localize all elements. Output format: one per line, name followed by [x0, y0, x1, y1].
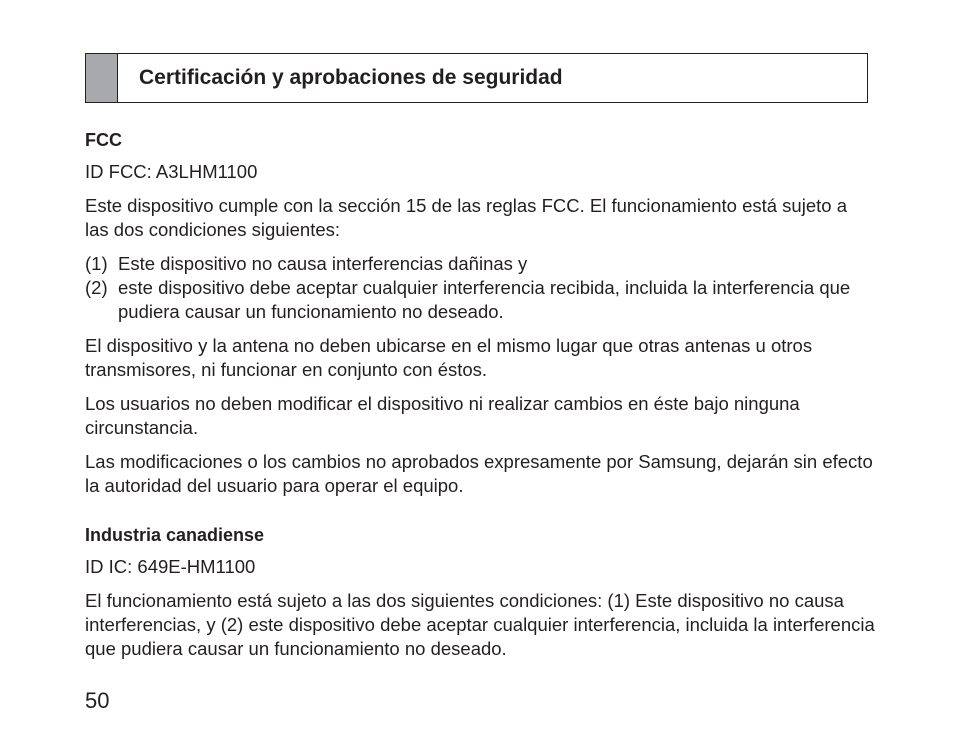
- list-item-text: Este dispositivo no causa interferencias dañinas y: [118, 253, 528, 274]
- ic-section: [85, 523, 875, 661]
- ic-id: ID IC: 649E-HM1100: [85, 556, 256, 577]
- fcc-paragraph-antenna: El dispositivo y la antena no deben ubicarse en el mismo lugar que otras antenas u otros transmisores, ni funcionar en conjunto con éstos.: [85, 335, 813, 380]
- page-title: Certificación y aprobaciones de seguridad: [139, 66, 563, 89]
- ic-heading: Industria canadiense: [85, 525, 265, 545]
- fcc-conditions-list: [85, 252, 875, 324]
- page-number: 50: [85, 688, 110, 713]
- list-item: [85, 276, 875, 324]
- section-header: [85, 53, 868, 103]
- fcc-heading: FCC: [85, 130, 122, 150]
- document-body: [85, 128, 875, 661]
- fcc-paragraph-modification: Los usuarios no deben modificar el dispositivo ni realizar cambios en éste bajo ninguna circunstancia.: [85, 393, 800, 438]
- fcc-id: ID FCC: A3LHM1100: [85, 161, 258, 182]
- list-item-text: este dispositivo debe aceptar cualquier interferencia recibida, incluida la interferencia que pudiera causar un funcionamiento no deseado.: [118, 277, 851, 322]
- fcc-section: [85, 128, 875, 498]
- ic-paragraph-conditions: El funcionamiento está sujeto a las dos siguientes condiciones: (1) Este dispositivo no causa interferencias, y (2) este dispositivo debe aceptar cualquier interferencia, incluida la interferencia que pudiera causar un funcionamiento no deseado.: [85, 590, 875, 659]
- list-item: [85, 252, 875, 276]
- fcc-paragraph-authority: Las modificaciones o los cambios no aprobados expresamente por Samsung, dejarán sin efecto la autoridad del usuario para operar el equipo.: [85, 451, 873, 496]
- header-accent-bar: [86, 54, 118, 102]
- list-item-number: (2): [85, 277, 108, 298]
- fcc-paragraph-compliance: Este dispositivo cumple con la sección 15 de las reglas FCC. El funcionamiento está sujeto a las dos condiciones siguientes:: [85, 195, 847, 240]
- list-item-number: (1): [85, 253, 108, 274]
